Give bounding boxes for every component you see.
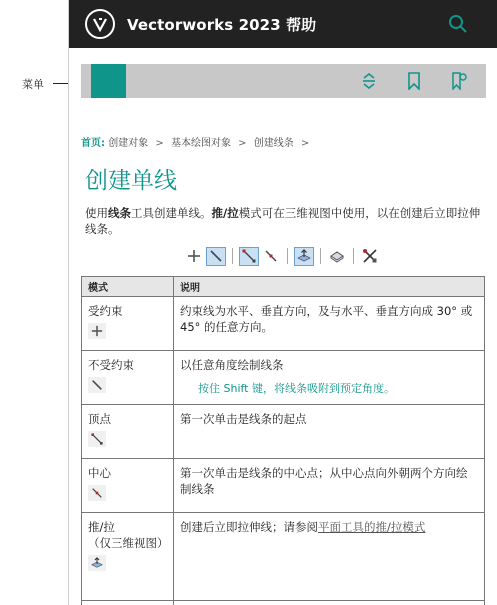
breadcrumb-item[interactable]: 创建对象 <box>108 138 149 149</box>
description-cell: 约束线为水平、垂直方向，及与水平、垂直方向成 30° 或 45° 的任意方向。 <box>174 297 485 351</box>
intro-paragraph <box>85 205 485 237</box>
mode-name: 顶点 <box>88 412 111 426</box>
constrained-icon <box>184 247 204 266</box>
breadcrumb-item[interactable]: 基本绘图对象 <box>170 138 231 149</box>
breadcrumb-home[interactable]: 首页: <box>81 138 105 149</box>
search-icon[interactable] <box>447 13 469 35</box>
app-title: Vectorworks 2023 帮助 <box>127 15 317 34</box>
menu-bar <box>81 64 486 98</box>
intro-tool-name: 线条 <box>108 206 131 220</box>
description-cell: 第一次单击是线条的中心点；从中心点向外朝两个方向绘制线条 <box>174 459 485 513</box>
unconstrained-icon <box>206 247 226 266</box>
table-row <box>82 297 485 351</box>
mode-cell <box>82 405 174 459</box>
menu-callout-label: 菜单 <box>22 78 44 91</box>
constrained-icon <box>88 323 106 339</box>
intro-suffix: 模式可在三维视图中使用，以在创建后立即拉伸线条。 <box>85 206 481 236</box>
mode-name: 推/拉 <box>88 520 115 534</box>
description-text: 以任意角度绘制线条 <box>180 358 284 372</box>
table-row <box>82 351 485 405</box>
breadcrumb-item[interactable]: 创建线条 <box>253 138 294 149</box>
breadcrumb-separator: > <box>238 138 247 149</box>
toolbar-divider <box>353 248 354 264</box>
toolbar-divider <box>320 248 321 264</box>
help-window <box>68 0 497 605</box>
unconstrained-icon <box>88 377 106 393</box>
table-row <box>82 405 485 459</box>
menu-toggle-button[interactable] <box>91 64 126 98</box>
mode-cell <box>82 351 174 405</box>
intro-middle: 工具创建单线。 <box>131 206 212 220</box>
mode-cell <box>82 513 174 601</box>
mode-note: （仅三维视图） <box>88 536 169 550</box>
toolbar-divider <box>232 248 233 264</box>
description-text: 创建后立即拉伸线；请参阅 <box>180 520 318 534</box>
breadcrumb <box>81 134 313 149</box>
breadcrumb-separator: > <box>155 138 164 149</box>
logo-mark-icon <box>91 15 109 33</box>
intro-mode-name: 推/拉 <box>211 206 239 220</box>
push-pull-icon <box>88 555 106 571</box>
table-row <box>82 513 485 601</box>
tip-text: 按住 Shift 键，将线条吸附到预定角度。 <box>198 382 395 395</box>
column-header-description: 说明 <box>174 277 485 297</box>
intro-prefix: 使用 <box>85 206 108 220</box>
table-row <box>82 459 485 513</box>
table-header-row <box>82 277 485 297</box>
center-icon <box>88 485 106 501</box>
expand-collapse-icon[interactable] <box>360 72 378 90</box>
description-cell <box>174 351 485 405</box>
toolbar-divider <box>287 248 288 264</box>
bookmark-icon[interactable] <box>405 72 423 90</box>
mode-cell <box>82 297 174 351</box>
modes-table <box>81 276 485 605</box>
page-title: 创建单线 <box>85 168 177 194</box>
mode-name: 中心 <box>88 466 111 480</box>
mode-name: 受约束 <box>88 304 123 318</box>
bookmark-location-icon[interactable] <box>450 72 468 90</box>
header-bar <box>69 0 497 48</box>
vertex-icon <box>239 247 259 266</box>
push-pull-mode-link[interactable]: 平面工具的推/拉模式 <box>318 520 426 534</box>
breadcrumb-separator: > <box>300 138 310 149</box>
mode-name: 不受约束 <box>88 358 134 372</box>
vectorworks-logo[interactable] <box>85 9 115 39</box>
push-pull-icon <box>294 247 314 266</box>
column-header-mode: 模式 <box>82 277 174 297</box>
tool-modes-bar <box>184 246 380 266</box>
description-cell: 第一次单击是线条的起点 <box>174 405 485 459</box>
settings-icon <box>360 247 380 266</box>
mode-cell <box>82 601 174 605</box>
planar-icon <box>327 247 347 266</box>
description-cell <box>174 513 485 601</box>
vertex-icon <box>88 431 106 447</box>
center-icon <box>261 247 281 266</box>
mode-cell <box>82 459 174 513</box>
description-cell <box>174 601 485 605</box>
table-row <box>82 601 485 605</box>
